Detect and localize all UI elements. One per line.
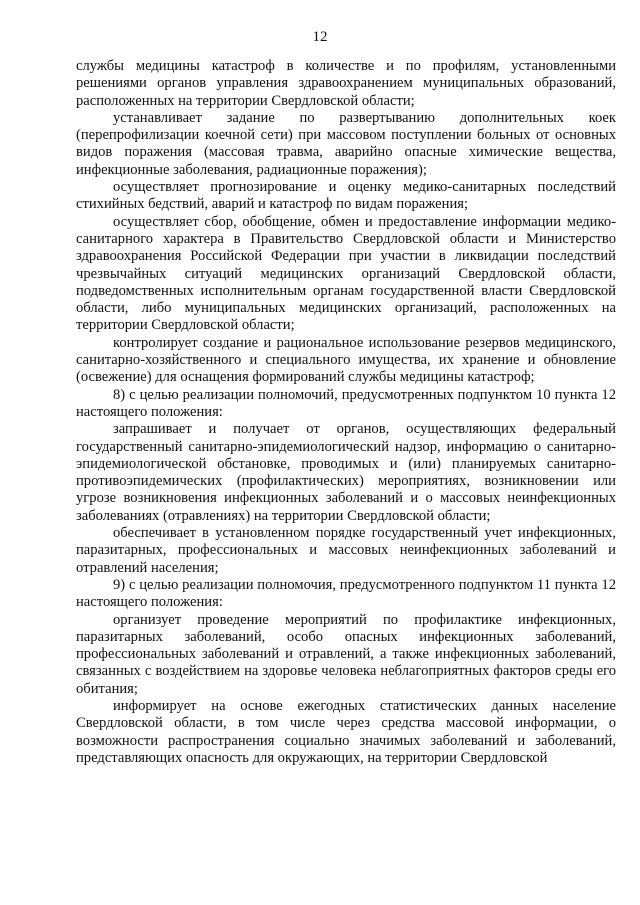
paragraph: организует проведение мероприятий по профилактике инфекционных, паразитарных заболеваний, особо опасных инфекционных заболеваний, профессиональных заболеваний и отравлений, а также инфекционных заболеваний, связанных с воздействием на здоровье человека неблагоприятных факторов среды его обитания; bbox=[76, 611, 616, 697]
paragraph-subclause-9: 9) с целью реализации полномочия, предусмотренного подпунктом 11 пункта 12 настоящего положения: bbox=[76, 576, 616, 611]
document-body bbox=[76, 58, 616, 767]
paragraph: контролирует создание и рациональное использование резервов медицинского, санитарно-хозяйственного и специального имущества, их хранение и обновление (освежение) для оснащения формирований службы медицины катастроф; bbox=[76, 334, 616, 386]
paragraph: обеспечивает в установленном порядке государственный учет инфекционных, паразитарных, профессиональных и массовых неинфекционных заболеваний и отравлений населения; bbox=[76, 525, 616, 576]
paragraph: осуществляет сбор, обобщение, обмен и предоставление информации медико-санитарного характера в Правительство Свердловской области и Министерство здравоохранения Российской Федерации при участии в ликвидации последствий чрезвычайных ситуаций медицинских организаций Свердловской области, подведомственных исполнительным органам государственной власти Свердловской области, либо муниципальных медицинских организаций, расположенных на территории Свердловской области; bbox=[76, 213, 616, 334]
paragraph-continuation: службы медицины катастроф в количестве и по профилям, установленными решениями органов управления здравоохранением муниципальных образований, расположенных на территории Свердловской области; bbox=[76, 58, 616, 109]
paragraph: устанавливает задание по развертыванию дополнительных коек (перепрофилизации коечной сети) при массовом поступлении больных от основных видов поражения (массовая травма, аварийно опасные химические вещества, инфекционные заболевания, радиационные поражения); bbox=[76, 109, 616, 178]
paragraph: запрашивает и получает от органов, осуществляющих федеральный государственный санитарно-эпидемиологический надзор, информацию о санитарно-эпидемиологической обстановке, проводимых и (или) планируемых санитарно-противоэпидемических (профилактических) мероприятиях, возникновении или угрозе возникновения инфекционных заболеваний и о массовых неинфекционных заболеваниях (отравлениях) на территории Свердловской области; bbox=[76, 421, 616, 524]
paragraph: осуществляет прогнозирование и оценку медико-санитарных последствий стихийных бедствий, аварий и катастроф по видам поражения; bbox=[76, 179, 616, 213]
page-number: 12 bbox=[312, 29, 328, 45]
paragraph-subclause-8: 8) с целью реализации полномочий, предусмотренных подпунктом 10 пункта 12 настоящего положения: bbox=[76, 386, 616, 420]
paragraph: информирует на основе ежегодных статистических данных население Свердловской области, в том числе через средства массовой информации, о возможности распространения социально значимых заболеваний и заболеваний, представляющих опасность для окружающих, на территории Свердловской bbox=[76, 697, 616, 766]
